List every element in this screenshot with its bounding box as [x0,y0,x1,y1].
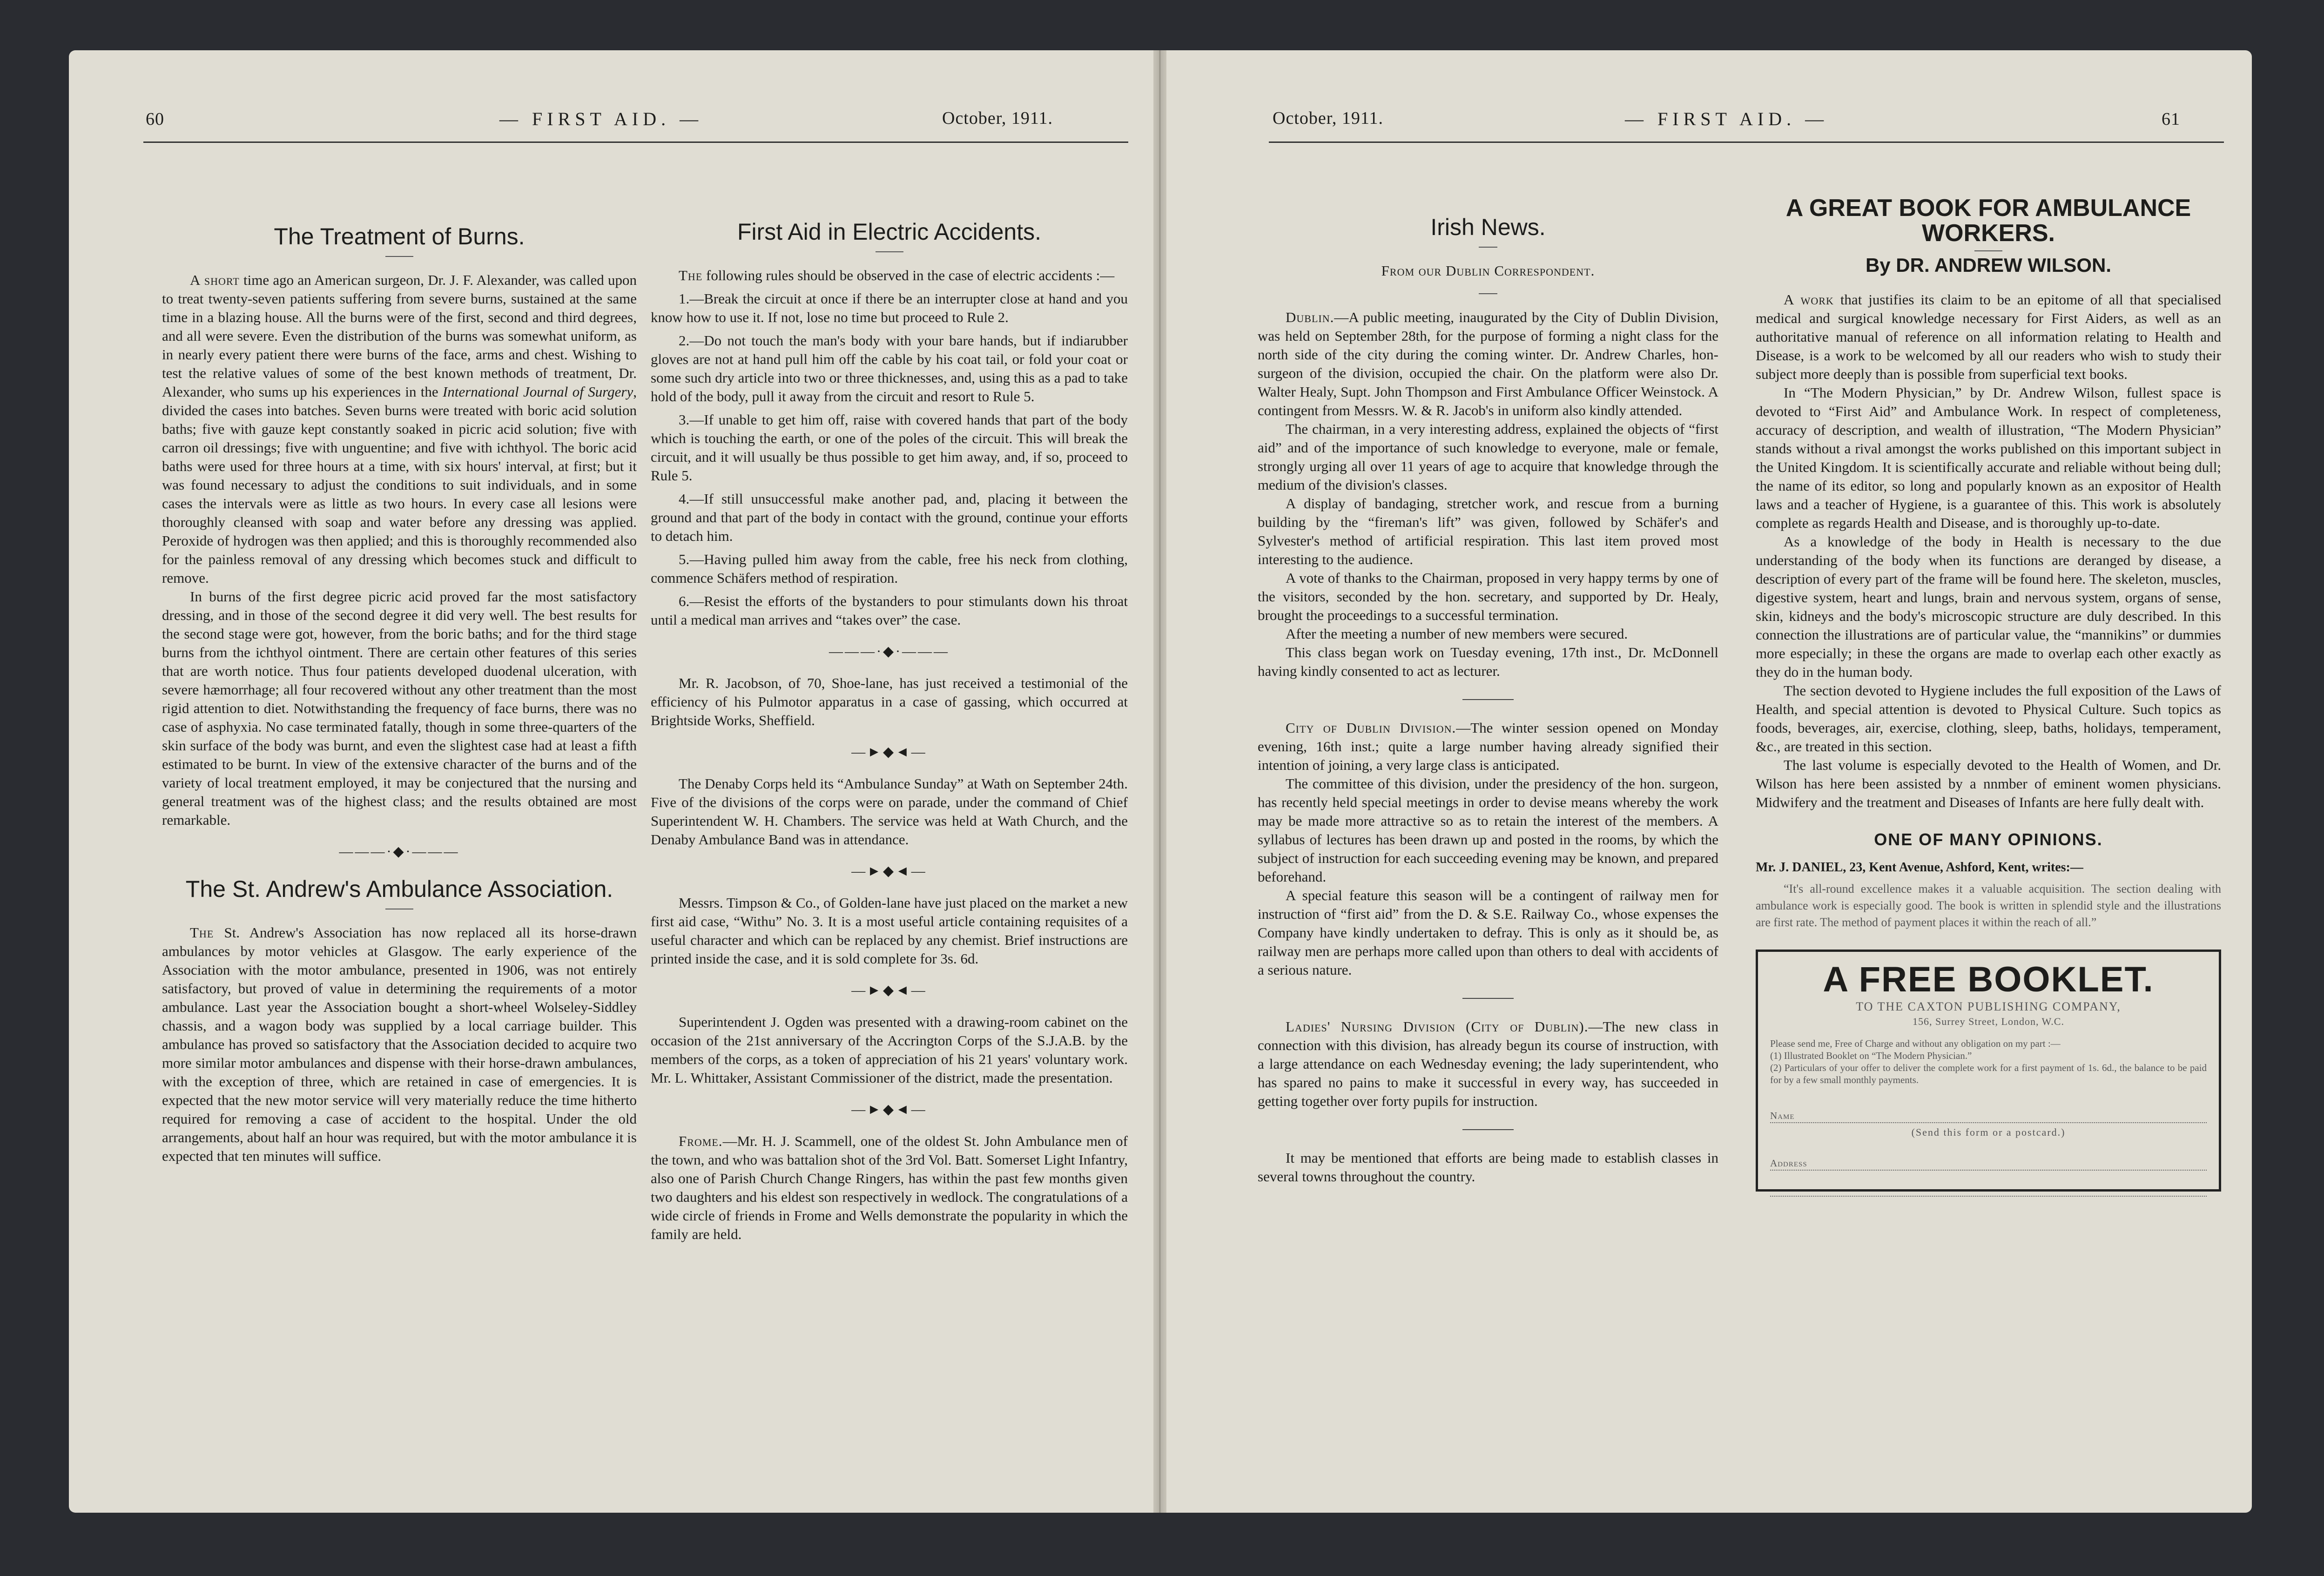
coupon-item-1: (1) Illustrated Booklet on “The Modern Physician.” [1770,1050,1972,1061]
page-number: 60 [146,109,164,129]
coupon-name-label: Name [1770,1110,1795,1121]
right-page-header [1166,106,2252,127]
news-note-jacobson: Mr. R. Jacobson, of 70, Shoe-lane, has just received a testimonial of the efficiency of his Pulmotor apparatus in a case of gassing, which occurred at Brightside Works, Sheffield. [651,675,1128,728]
coupon-request [1770,1037,2207,1086]
electric-rule-6: 6.—Resist the efforts of the bystanders to pour stimulants down his throat until a medical man arrives and “takes over” the case. [651,593,1128,628]
left-page [69,50,1153,1513]
city-dublin-paragraph-3: A special feature this season will be a contingent of railway men for instruction of “first aid” from the D. & S.E. Railway Co., whose expenses the Company have kindly undertaken to defray. This is only as it should be, as railway men are perhaps more called upon than others to deal with accidents of a serious nature. [1258,887,1718,978]
coupon-request-line: Please send me, Free of Charge and without any obligation on my part :— [1770,1038,2061,1049]
coupon-item-2: (2) Particulars of your offer to deliver the complete work for a first payment of 1s. 6d., the balance to be paid for by a few small monthly payments. [1770,1062,2207,1085]
advert-byline: By DR. ANDREW WILSON. [1865,254,2112,276]
coupon-address: 156, Surrey Street, London, W.C. [1913,1016,2064,1027]
irish-paragraph-4: A vote of thanks to the Chairman, proposed in very happy terms by one of the visitors, seconded by the hon. secretary, and supported by Dr. Healy, brought the proceedings to a successful termination. [1258,570,1718,623]
electric-rule-3: 3.—If unable to get him off, raise with covered hands that part of the body which is touching the earth, or one of the poles of the circuit. This will break the circuit, and it will usually be thus possible to get him away, and, if so, proceed to Rule 5. [651,411,1128,484]
coupon-name-field[interactable] [1770,1106,2207,1123]
testimonial-author: Mr. J. DANIEL, 23, Kent Avenue, Ashford, Kent, writes:— [1756,860,2083,875]
irish-paragraph-5: After the meeting a number of new members were secured. [1286,626,1628,642]
city-dublin-paragraph-2: The committee of this division, under the presidency of the hon. surgeon, has recently held special meetings in order to devise means whereby the work may be made more attractive so as to retain the interest of the members. A syllabus of lectures has been drawn up and posted in the rooms, by which the subject of instruction for each succeeding evening may be known, and prepared beforehand. [1258,775,1718,885]
electric-rule-2: 2.—Do not touch the man's body with your bare hands, but if indiarubber gloves are not at hand pull him off the cable by his coat tail, or fold your coat or some such dry article into two or three thicknesses, and, using this as a pad to take hold of the body, pull it away from the circuit and resort to Rule 5. [651,332,1128,404]
news-note-denaby: The Denaby Corps held its “Ambulance Sunday” at Wath on September 24th. Five of the divisions of the corps were on parade, under the command of Chief Superintendent W. H. Chambers. The service was held at Wath Church, and the Denaby Ambulance Band was in attendance. [651,775,1128,848]
advert-headline: A GREAT BOOK FOR AMBULANCE WORKERS. [1785,195,2191,247]
electric-rule-4: 4.—If still unsuccessful make another pad, and, placing it between the ground and that part of the body in contact with the ground, continue your efforts to detach him. [651,491,1128,544]
ornament-divider: —►◆◄— [851,863,927,879]
opinions-heading: ONE OF MANY OPINIONS. [1874,830,2103,849]
irish-paragraph-2: The chairman, in a very interesting address, explained the objects of “first aid” and of the importance of such knowledge to everyone, male or female, strongly urging all over 11 years of age to acquire that knowledge through the medium of the division's classes. [1258,421,1718,493]
section-divider [1462,998,1514,999]
right-page [1166,50,2252,1513]
advert-paragraph-4: The section devoted to Hygiene includes the full exposition of the Laws of Health, and special attention is devoted to Physical Culture. Such topics as foods, beverages, air, exercise, clothing, sleep, baths, holidays, temperament, &c., are treated in this section. [1756,682,2221,754]
left-column-2 [651,158,1128,1244]
title-rule [876,251,903,252]
masthead: — FIRST AID. — [499,108,703,129]
burns-paragraph-2: In burns of the first degree picric acid proved far the most satisfactory dressing, and in those of the second degree it did very well. The best results for the second stage were got, however, from the boric baths; and for the third stage burns from the ichthyol ointment. There are certain other features of this series that are worth notice. Thus four patients developed duodenal ulceration, with severe hæmorrhage; all four recovered without any other treatment than the most rigid attention to diet. Notwithstanding the frequency of face burns, there was no case of asphyxia. No case terminated fatally, though in some three-quarters of the skin surface of the body was burnt, and even the slightest case had at least a fifth estimated to be burnt. In view of the extensive character of the burns and of the variety of local treatment employed, it may be conjectured that the nursing and general treatment was of the highest class; and the results obtained are most remarkable. [162,588,637,828]
title-rule [1479,247,1497,248]
article-title-electric: First Aid in Electric Accidents. [737,219,1041,245]
issue-date: October, 1911. [942,108,1053,128]
ladies-nursing-paragraph: Ladies' Nursing Division (City of Dublin).—The new class in connection with this division, has already begun its course of instruction, with a large attendance on each Wednesday evening; the lady superintendent, who has spared no pains to make it successful in every way, has succeeded in getting together over forty pupils for instruction. [1258,1018,1719,1109]
left-column-1 [162,158,637,1165]
section-divider [1462,1129,1514,1130]
irish-paragraph-3: A display of bandaging, stretcher work, and rescue from a burning building by the “fireman's lift” was given, followed by Schäfer's and Sylvester's method of artificial respiration. This last item proved most interesting to the audience. [1258,495,1718,567]
advert-paragraph-3: As a knowledge of the body in Health is necessary to the due understanding of the body when its functions are deranged by disease, a description of every part of the frame will be found here. The skeleton, muscles, digestive system, heart and lungs, brain and nervous system, organs of sense, skin, kidneys and the body's microscopic structure are duly described. In this connection the illustrations are of particular value, the “mannikins” or dummies more especially; in these the organs are made to overlap each other exactly as they do in the human body. [1756,533,2221,680]
subtitle-rule [1479,293,1497,294]
advert-paragraph-1: A work that justifies its claim to be an epitome of all that specialised medical and surgical knowledge necessary for First Aiders, as well as an authoritative manual of reference on all information relating to Health and Disease, is a work to be welcomed by all our readers who wish to study their subject more deeply than is possible from superficial text books. [1756,291,2222,382]
title-rule [1974,250,2002,251]
coupon-address-field[interactable] [1770,1154,2207,1171]
st-andrews-paragraph: The St. Andrew's Association has now replaced all its horse-drawn ambulances by motor vehicles at Glasgow. The early experience of the Association with the motor ambulance, presented in 1906, was not entirely satisfactory, but proved of value in determining the requirements of a motor ambulance. Last year the Association bought a short-wheel Wolseley-Siddley chassis, and a wagon body was supplied by a local carriage builder. This ambulance has proved so satisfactory that the Association decided to acquire two more similar motor ambulances and dispense with their horse-drawn ambulances, with the exception of three, which are retained in case of emergencies. It is expected that the new motor service will very materially reduce the time hitherto required for removing a case of accident to the hospital. Under the old arrangements, about half an hour was required, but with the motor ambulance it is expected that ten minutes will suffice. [162,924,637,1164]
page-number: 61 [2162,109,2180,129]
right-column-2 [1756,158,2221,1192]
irish-paragraph-6: This class began work on Tuesday evening, 17th inst., Dr. McDonnell having kindly consented to act as lecturer. [1258,644,1718,679]
irish-paragraph-1: Dublin.—A public meeting, inaugurated by the City of Dublin Division, was held on September 28th, for the purpose of forming a night class for the north side of the city during the coming winter. Dr. Andrew Charles, hon-surgeon of the division, occupied the chair. On the platform were also Dr. Walter Healy, Supt. John Thompson and First Ambulance Officer Weinstock. A contingent from Messrs. W. & R. Jacob's in uniform also kindly attended. [1258,309,1718,418]
ornament-divider: —►◆◄— [851,744,927,760]
left-page-header [69,106,1153,127]
header-rule [143,141,1128,143]
title-rule [385,256,413,257]
ornament-divider: ———·◆·——— [829,644,950,659]
ornament-divider: ———·◆·——— [339,844,460,859]
ornament-divider: —►◆◄— [851,983,927,998]
masthead: — FIRST AID. — [1625,108,1829,129]
section-divider [1462,699,1514,700]
article-title-st-andrews: The St. Andrew's Ambulance Association. [185,876,613,902]
city-dublin-paragraph-1: City of Dublin Division.—The winter session opened on Monday evening, 16th inst.; quite a large number having already signified their intention of joining, a very large class is anticipated. [1258,720,1718,773]
advert-paragraph-2: In “The Modern Physician,” by Dr. Andrew Wilson, fullest space is devoted to “First Aid” and Ambulance Work. In respect of completeness, accuracy of description, and wealth of illustration, “The Modern Physician” stands without a rival amongst the works published on this important subject in the United Kingdom. It is scientifically accurate and reliable without being dull; the name of its editor, so long and popularly known as an expositor of Health laws and a teacher of Hygiene, is a guarantee of this. This work is absolutely complete as regards Health and Disease, and is thoroughly up-to-date. [1756,384,2221,531]
coupon-title: A FREE BOOKLET. [1823,960,2154,999]
irish-closing-paragraph: It may be mentioned that efforts are being made to establish classes in several towns throughout the country. [1258,1150,1718,1185]
coupon-address-label: Address [1770,1158,1807,1169]
ornament-divider: —►◆◄— [851,1102,927,1117]
advert-paragraph-5: The last volume is especially devoted to the Health of Women, and Dr. Wilson has here been assisted by a nnmber of eminent women physicians. Midwifery and the treatment and Diseases of Infants are here fully dealt with. [1756,757,2221,810]
article-title-burns: The Treatment of Burns. [274,223,525,249]
article-title-irish-news: Irish News. [1430,214,1546,240]
free-booklet-coupon[interactable] [1756,950,2221,1192]
issue-date: October, 1911. [1273,108,1383,128]
electric-intro: The following rules should be observed in the case of electric accidents :— [679,267,1115,283]
testimonial-quote: “It's all-round excellence makes it a valuable acquisition. The section dealing with ambulance work is especially good. The book is written in splendid style and the illustrations are first rate. The method of payment places it within the reach of all.” [1756,882,2221,929]
news-note-timpson: Messrs. Timpson & Co., of Golden-lane have just placed on the market a new first aid case, “Withu” No. 3. It is a most useful article containing requisites of a useful character and which can be replaced by any chemist. Brief instructions are printed inside the case, and it is sold complete for 3s. 6d. [651,895,1128,967]
electric-rule-1: 1.—Break the circuit at once if there be an interrupter close at hand and you know how to use it. If not, lose no time but proceed to Rule 2. [651,290,1128,325]
correspondent-line: From our Dublin Correspondent. [1381,263,1595,279]
news-note-frome: Frome.—Mr. H. J. Scammell, one of the oldest St. John Ambulance men of the town, and who was battalion shot of the 3rd Vol. Batt. Somerset Light Infantry, also one of Parish Church Change Ringers, has within the past few months given two daughters and his eldest son respectively in wedlock. The congratulations of a wide circle of friends in Frome and Wells demonstrate the popularity in which the family are held. [651,1133,1128,1242]
coupon-recipient: TO THE CAXTON PUBLISHING COMPANY, [1856,1000,2121,1013]
news-note-ogden: Superintendent J. Ogden was presented with a drawing-room cabinet on the occasion of the 21st anniversary of the Accrington Corps of the S.J.A.B. by the members of the corps, as a token of appreciation of his 21 years' voluntary work. Mr. L. Whittaker, Assistant Commissioner of the district, made the presentation. [651,1014,1128,1086]
coupon-address-line-2[interactable] [1770,1180,2207,1197]
coupon-send-note: (Send this form or a postcard.) [1911,1126,2066,1138]
header-rule [1269,141,2224,143]
burns-paragraph-1: A short time ago an American surgeon, Dr. J. F. Alexander, was called upon to treat twenty-seven patients suffering from severe burns, sustained at the same time in a blazing house. All the burns were of the first, second and third degrees, and all were severe. Even the distribution of the burns was somewhat uniform, as in nearly every patient there were burns of the face, arms and chest. Wishing to test the relative values of some of the best known methods of treatment, Dr. Alexander, who sums up his experiences in the International Journal of Surgery, divided the cases into batches. Seven burns were treated with boric acid solution baths; five with gauze kept constantly soaked in picric acid solution; five with carron oil dressings; five with unguentine; and five with ichthyol. The boric acid baths were used for three hours at a time, with six hours' interval, at first; but it was found necessary to adjust the conditions to suit individuals, and in some cases the intervals were as little as two hours. In every case all lesions were thoroughly cleansed with soap and water before any dressing was applied. Peroxide of hydrogen was then applied; and this is thoroughly recommended also for the painless removal of any dressing which becomes stuck and difficult to remove. [162,272,637,586]
right-column-1 [1258,158,1718,1186]
electric-rule-5: 5.—Having pulled him away from the cable, free his neck from clothing, commence Schäfers method of respiration. [651,551,1128,586]
